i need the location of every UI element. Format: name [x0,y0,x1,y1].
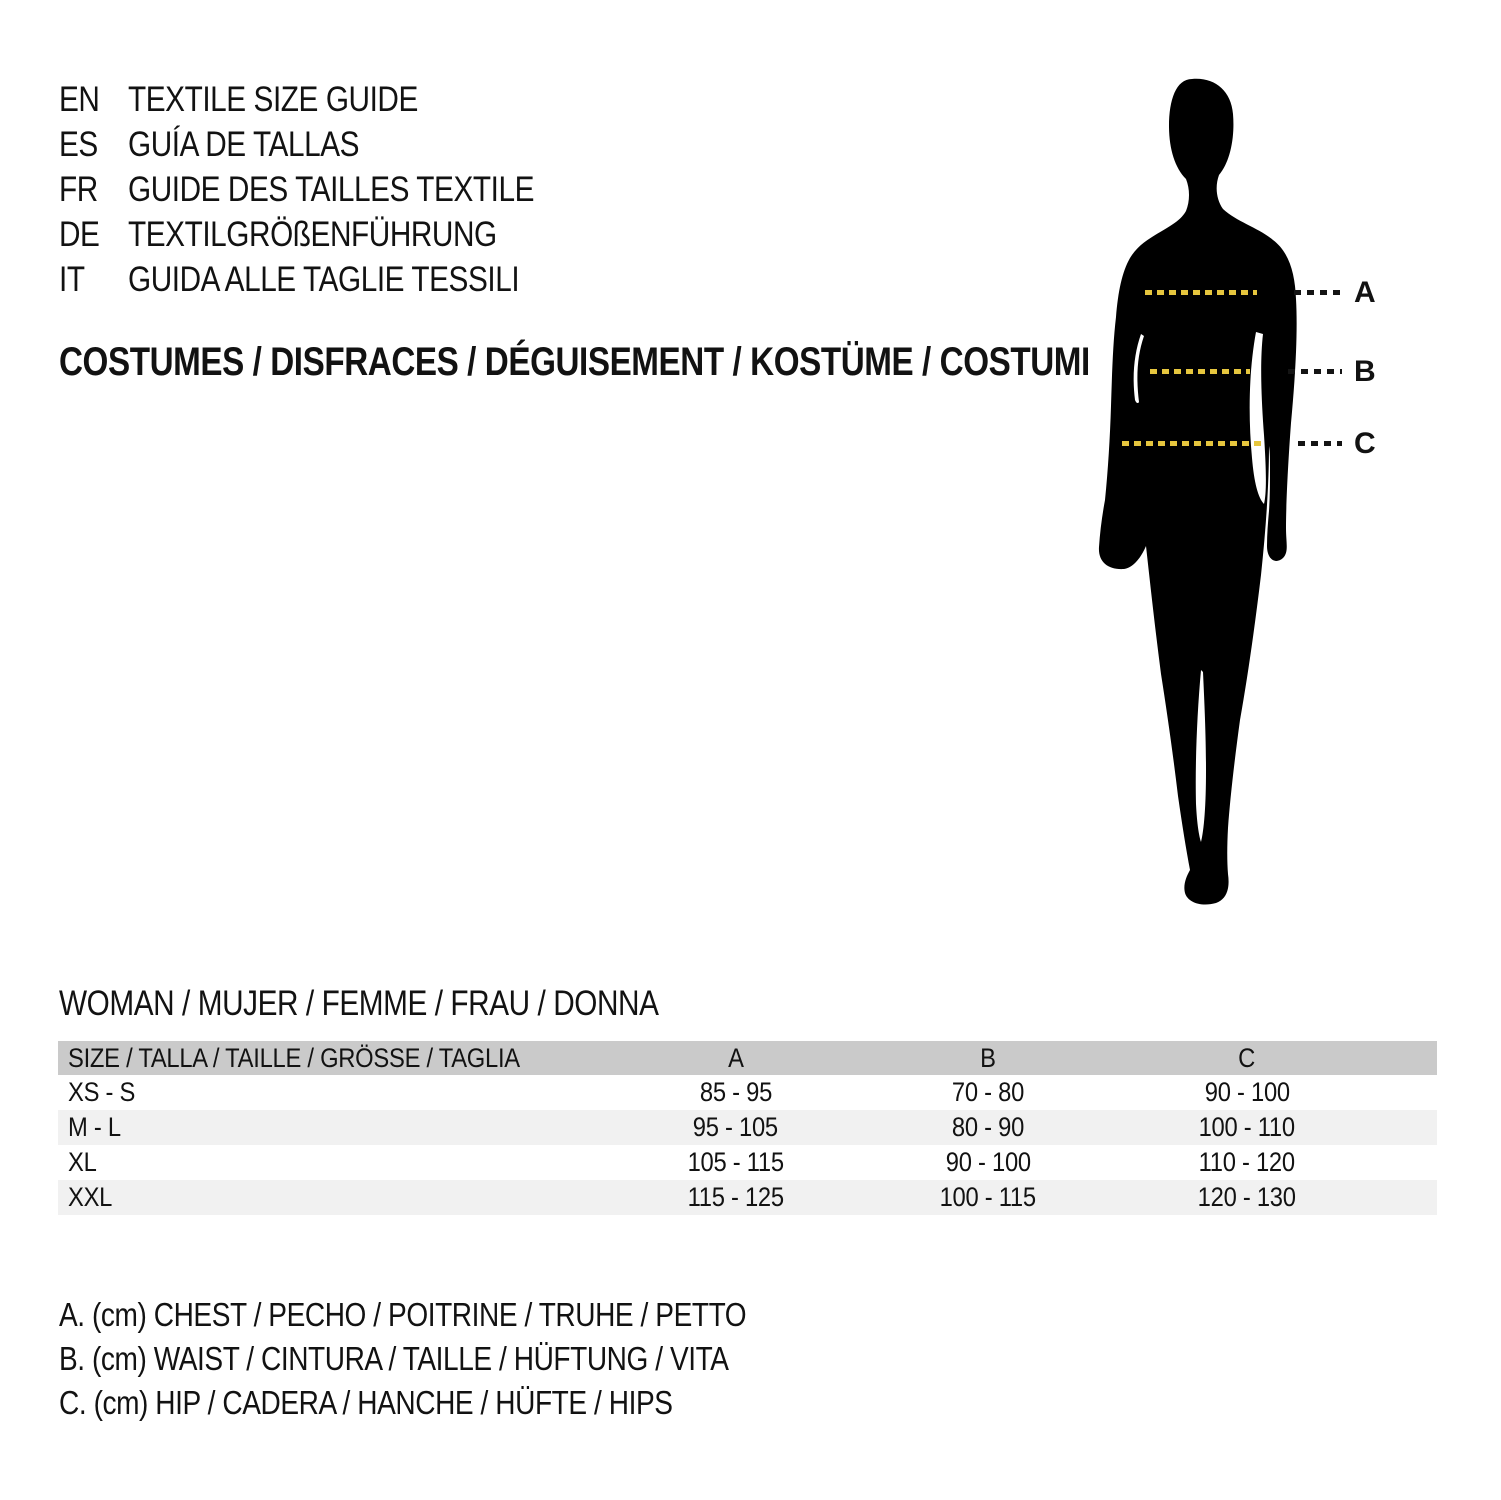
cell-c: 90 - 100 [1204,1077,1290,1107]
language-title: TEXTILGRÖßENFÜHRUNG [128,214,497,254]
language-code: ES [59,124,98,164]
language-code: DE [59,214,100,254]
cell-a: 115 - 125 [687,1182,784,1212]
language-row-de [59,212,606,257]
cell-c: 110 - 120 [1198,1147,1296,1177]
language-title: GUÍA DE TALLAS [128,124,360,164]
language-code: FR [59,169,98,209]
cell-c: 100 - 110 [1198,1112,1296,1142]
col-header-a: A [727,1042,744,1073]
table-row-xl [58,1145,1437,1180]
size-table-header [58,1041,1437,1075]
cell-b: 80 - 90 [951,1112,1025,1142]
hip-measure-line [1122,441,1264,446]
language-title: GUIDA ALLE TAGLIE TESSILI [128,259,520,299]
col-header-c: C [1238,1042,1256,1073]
table-row-xxl [58,1180,1437,1215]
language-row-it [59,257,606,302]
cell-size: M - L [68,1112,121,1142]
category-title: COSTUMES / DISFRACES / DÉGUISEMENT / KOSTÜME / COSTUMI [59,340,1090,384]
chest-measure-line [1145,290,1257,295]
cell-b: 70 - 80 [951,1077,1025,1107]
language-title: GUIDE DES TAILLES TEXTILE [128,169,535,209]
language-row-fr [59,167,606,212]
cell-b: 100 - 115 [939,1182,1037,1212]
col-header-b: B [980,1042,996,1073]
size-table [58,1041,1437,1215]
chest-connector-line [1294,290,1342,295]
language-code: IT [59,259,85,299]
measurement-legend [59,1293,867,1425]
cell-a: 105 - 115 [687,1147,784,1177]
language-title: TEXTILE SIZE GUIDE [128,79,418,119]
cell-a: 95 - 105 [692,1112,779,1142]
legend-line-chest: A. (cm) CHEST / PECHO / POITRINE / TRUHE / PETTO [59,1296,747,1333]
cell-a: 85 - 95 [699,1077,772,1107]
language-code: EN [59,79,100,119]
cell-size: XXL [68,1182,113,1212]
language-row-es [59,122,606,167]
woman-silhouette [1080,70,1350,940]
marker-label-b: B [1354,355,1376,388]
table-row-xs-s [58,1075,1437,1110]
table-row-m-l [58,1110,1437,1145]
cell-size: XL [68,1147,97,1177]
waist-connector-line [1288,369,1342,374]
language-list [59,77,606,302]
hip-connector-line [1298,441,1342,446]
waist-measure-line [1150,369,1250,374]
col-header-size: SIZE / TALLA / TAILLE / GRÖSSE / TAGLIA [68,1042,520,1073]
language-row-en [59,77,606,122]
cell-size: XS - S [68,1077,136,1107]
section-title-woman: WOMAN / MUJER / FEMME / FRAU / DONNA [59,983,659,1023]
marker-label-a: A [1354,276,1376,309]
marker-label-c: C [1354,427,1376,460]
cell-c: 120 - 130 [1197,1182,1297,1212]
cell-b: 90 - 100 [945,1147,1031,1177]
legend-line-waist: B. (cm) WAIST / CINTURA / TAILLE / HÜFTUNG / VITA [59,1340,729,1377]
legend-line-hip: C. (cm) HIP / CADERA / HANCHE / HÜFTE / HIPS [59,1384,673,1421]
